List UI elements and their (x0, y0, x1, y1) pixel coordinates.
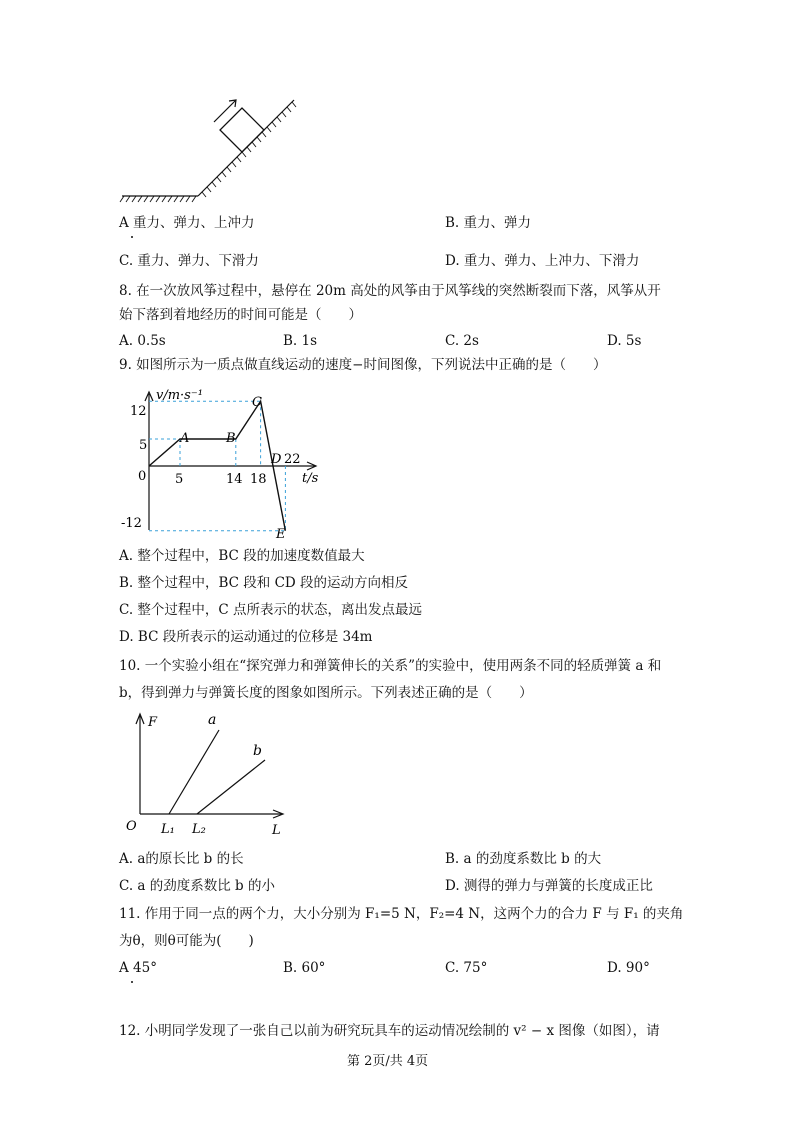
l-axis-label: L (272, 823, 281, 838)
q7-option-c[interactable]: C. 重力、弹力、下滑力 (119, 253, 259, 269)
q11-option-a[interactable]: A 45° (119, 960, 157, 976)
ground-hatching (120, 196, 196, 202)
q9-option-d[interactable]: D. BC 段所表示的运动通过的位移是 34m (119, 629, 373, 645)
q7-option-a[interactable]: A 重力、弹力、上冲力 (119, 215, 255, 231)
incline-hatching (202, 102, 296, 197)
point-label-e: E (276, 527, 286, 542)
velocity-arrow (214, 100, 236, 122)
q7-option-b[interactable]: B. 重力、弹力 (445, 215, 532, 231)
line-b (197, 760, 265, 814)
y-axis-label: v/m·s⁻¹ (156, 388, 203, 403)
y-tick-neg12: -12 (121, 516, 142, 531)
point-label-a: A (180, 431, 190, 446)
x-tick-14: 14 (226, 472, 243, 487)
origin-label: 0 (138, 469, 147, 484)
q10-option-c[interactable]: C. a 的劲度系数比 b 的小 (119, 878, 275, 894)
series-a-label: a (208, 712, 217, 728)
q11-stem-line1: 11. 作用于同一点的两个力，大小分别为 F₁=5 N，F₂=4 N，这两个力的合力 F 与 F₁ 的夹角 (119, 906, 684, 922)
q9-option-b[interactable]: B. 整个过程中，BC 段和 CD 段的运动方向相反 (119, 575, 409, 591)
q11-option-c[interactable]: C. 75° (445, 960, 488, 976)
option-marker-dot (131, 981, 133, 983)
f-axis-label: F (148, 715, 158, 730)
q11-option-d[interactable]: D. 90° (607, 960, 650, 976)
point-label-b: B (226, 431, 236, 446)
q12-stem: 12. 小明同学发现了一张自己以前为研究玩具车的运动情况绘制的 v² − x 图像（如图），请 (119, 1023, 660, 1039)
x-axis-label: t/s (302, 471, 319, 486)
q8-option-b[interactable]: B. 1s (283, 333, 318, 349)
y-tick-12: 12 (130, 404, 147, 419)
incline-block-figure (118, 92, 303, 207)
block (220, 108, 264, 152)
line-a (169, 730, 219, 814)
q11-option-b[interactable]: B. 60° (283, 960, 326, 976)
velocity-time-chart (118, 382, 328, 542)
q8-stem-line2: 始下落到着地经历的时间可能是（ ） (119, 307, 362, 323)
q10-stem-line2: b，得到弹力与弹簧长度的图象如图所示。下列表述正确的是（ ） (119, 685, 533, 701)
page-footer: 第 2页/共 4页 (347, 1054, 429, 1069)
q11-stem-line2: 为θ，则θ可能为( ) (119, 933, 254, 949)
q7-option-d[interactable]: D. 重力、弹力、上冲力、下滑力 (445, 253, 640, 269)
q9-option-a[interactable]: A. 整个过程中，BC 段的加速度数值最大 (119, 548, 365, 564)
q8-option-a[interactable]: A. 0.5s (119, 333, 166, 349)
series-b-label: b (253, 743, 262, 759)
x-tick-5: 5 (175, 472, 184, 487)
point-label-c: C (252, 395, 262, 410)
q8-option-c[interactable]: C. 2s (445, 333, 479, 349)
q9-option-c[interactable]: C. 整个过程中，C 点所表示的状态，离出发点最远 (119, 602, 423, 618)
spring-force-length-chart (122, 708, 292, 840)
q8-stem-line1: 8. 在一次放风筝过程中，悬停在 20m 高处的风筝由于风筝线的突然断裂而下落，风筝从开 (119, 283, 661, 299)
l2-label: L₂ (192, 822, 206, 837)
y-tick-5: 5 (139, 438, 148, 453)
q9-stem: 9. 如图所示为一质点做直线运动的速度−时间图像，下列说法中正确的是（ ） (119, 357, 607, 373)
q10-option-b[interactable]: B. a 的劲度系数比 b 的大 (445, 851, 602, 867)
point-label-d: D (271, 452, 282, 467)
x-tick-22: 22 (284, 452, 301, 467)
q10-option-a[interactable]: A. a的原长比 b 的长 (119, 851, 244, 867)
l1-label: L₁ (161, 822, 175, 837)
q10-option-d[interactable]: D. 测得的弹力与弹簧的长度成正比 (445, 878, 653, 894)
q8-option-d[interactable]: D. 5s (607, 333, 642, 349)
option-marker-dot (131, 236, 133, 238)
x-tick-18: 18 (250, 472, 267, 487)
origin-label: O (126, 819, 137, 834)
q10-stem-line1: 10. 一个实验小组在“探究弹力和弹簧伸长的关系”的实验中，使用两条不同的轻质弹簧 a 和 (119, 658, 662, 674)
